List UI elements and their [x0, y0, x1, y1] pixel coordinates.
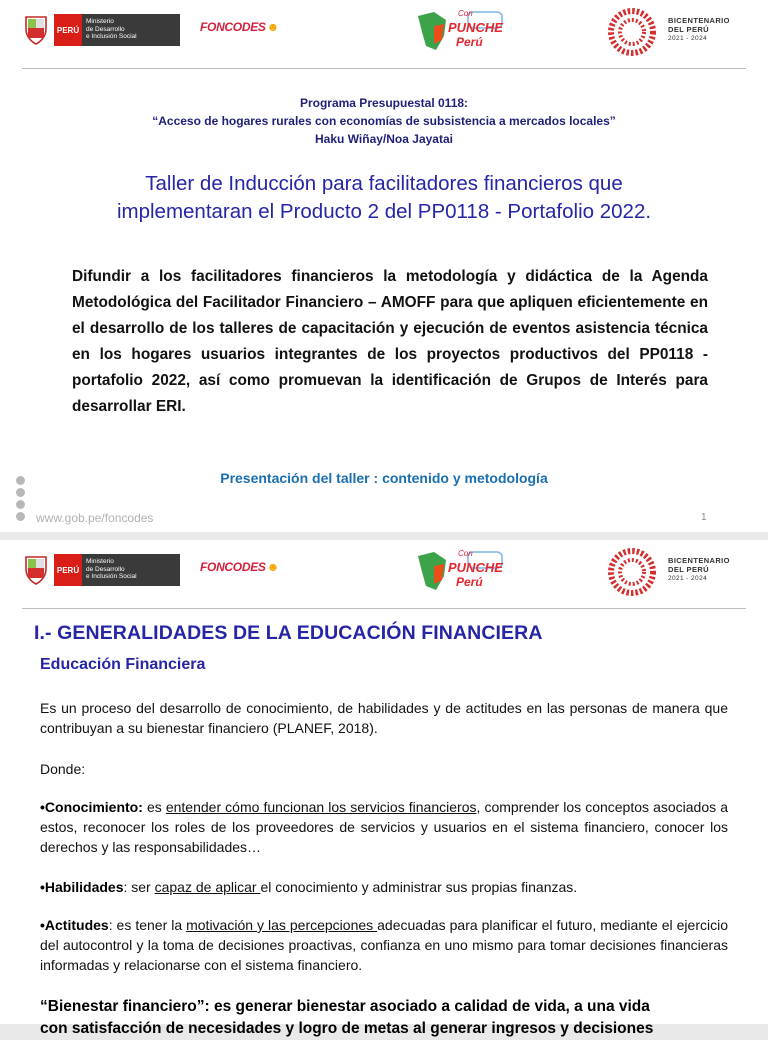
peru-ministry-logo	[18, 554, 180, 586]
ministry-line: de Desarrollo	[86, 25, 125, 33]
punche-line: PUNCHE	[448, 20, 503, 35]
slide-header	[0, 540, 768, 602]
foncodes-label: FONCODES	[200, 20, 266, 34]
ministry-label	[82, 554, 180, 586]
punche-line: Con	[458, 549, 473, 558]
punche-line: Con	[458, 9, 473, 18]
foncodes-figure-icon: ☻	[266, 560, 279, 574]
footer-url[interactable]: www.gob.pe/foncodes	[36, 511, 154, 525]
ministry-line: de Desarrollo	[86, 565, 125, 573]
foncodes-figure-icon: ☻	[266, 20, 279, 34]
header-divider	[22, 68, 746, 69]
bicentenario-emblem-icon	[606, 6, 658, 58]
con-punche-peru-logo	[412, 546, 504, 594]
workshop-objective: Difundir a los facilitadores financieros la metodología y didáctica de la Agenda Metodológica del Facilitador Financiero – AMOFF para que apliquen eficientemente en el desarrollo de los talleres de capacitación y ejecución de eventos asistencia técnica en los hogares usuarios integrantes de los proyectos productivos del PP0118 - portafolio 2022, así como promuevan la identificación de Grupos de Interés para desarrollar ERI.	[72, 268, 708, 415]
punche-line: Perú	[456, 35, 483, 49]
con-punche-peru-logo	[412, 6, 504, 54]
social-icons	[16, 476, 25, 521]
peru-shield-icon	[18, 14, 54, 46]
ministry-line: Ministerio	[86, 18, 114, 25]
program-description: “Acceso de hogares rurales con economías de subsistencia a mercados locales”	[152, 114, 616, 128]
bienestar-line: con satisfacción de necesidades y logro de metas al generar ingresos y decisiones	[40, 1020, 654, 1037]
bicentenario-label	[668, 556, 730, 583]
conocimiento-pre: es	[142, 799, 166, 815]
facebook-icon[interactable]	[16, 476, 25, 485]
actitudes-label: •Actitudes	[40, 917, 109, 933]
actitudes-pre: : es tener la	[108, 917, 187, 933]
peru-label: PERÚ	[54, 554, 82, 586]
bicentenario-line: DEL PERÚ	[668, 25, 709, 34]
youtube-icon[interactable]	[16, 512, 25, 521]
punche-line: PUNCHE	[448, 560, 503, 575]
bicentenario-line: BICENTENARIO	[668, 16, 730, 25]
donde-label: Donde:	[40, 761, 86, 777]
foncodes-label: FONCODES	[200, 560, 266, 574]
foncodes-logo	[200, 20, 279, 34]
ministry-line: Ministerio	[86, 558, 114, 565]
conocimiento-emphasis: entender cómo funcionan los servicios financieros	[165, 799, 477, 815]
actitudes-text: adecuadas para planificar el futuro, mediante el ejercicio del autocontrol y la toma de decisiones proactivas, confianza en uno mismo para tomar decisiones financieras informadas y relacionarse con el sistema financiero.	[40, 917, 728, 973]
bicentenario-years: 2021 - 2024	[668, 35, 708, 42]
section-title: I.- GENERALIDADES DE LA EDUCACIÓN FINANCIERA	[34, 622, 543, 644]
bienestar-line: “Bienestar financiero”: es generar bienestar asociado a calidad de vida, a una vida	[40, 998, 650, 1015]
foncodes-logo	[200, 560, 279, 574]
instagram-icon[interactable]	[16, 500, 25, 509]
ministry-line: e Inclusión Social	[86, 33, 137, 40]
habilidades-label: •Habilidades	[40, 879, 124, 895]
bicentenario-years: 2021 - 2024	[668, 575, 708, 582]
habilidades-emphasis: capaz de aplicar	[154, 879, 261, 895]
slide-header	[0, 0, 768, 62]
actitudes-paragraph	[40, 915, 728, 975]
definition-paragraph: Es un proceso del desarrollo de conocimiento, de habilidades y de actitudes en las personas de manera que contribuyan a su bienestar financiero (PLANEF, 2018).	[40, 700, 728, 736]
peru-ministry-logo	[18, 14, 180, 46]
actitudes-emphasis: motivación y las percepciones	[186, 917, 378, 933]
ministry-line: e Inclusión Social	[86, 573, 137, 580]
bicentenario-label	[668, 16, 730, 43]
habilidades-pre: : ser	[123, 879, 155, 895]
bicentenario-line: BICENTENARIO	[668, 556, 730, 565]
conocimiento-label: •Conocimiento:	[40, 799, 143, 815]
bienestar-paragraph	[40, 996, 730, 1040]
peru-label: PERÚ	[54, 14, 82, 46]
peru-shield-icon	[18, 554, 54, 586]
habilidades-paragraph	[40, 877, 728, 897]
ministry-label	[82, 14, 180, 46]
punche-line: Perú	[456, 575, 483, 589]
program-title: Programa Presupuestal 0118:	[299, 96, 469, 110]
conocimiento-text: , comprender los conceptos asociados a estos, reconocer los roles de los proveedores de servicios y usuarios en el sistema financiero, conocer los derechos y las responsabilidades…	[40, 799, 728, 855]
program-subtitle: Haku Wiñay/Noa Jayatai	[315, 132, 453, 146]
page-number: 1	[701, 512, 707, 523]
presentation-link[interactable]: Presentación del taller : contenido y metodología	[220, 470, 548, 486]
section-subtitle: Educación Financiera	[40, 656, 206, 673]
habilidades-text: el conocimiento y administrar sus propias finanzas.	[260, 879, 578, 895]
conocimiento-paragraph	[40, 797, 728, 857]
bicentenario-emblem-icon	[606, 546, 658, 598]
bicentenario-line: DEL PERÚ	[668, 565, 709, 574]
twitter-icon[interactable]	[16, 488, 25, 497]
header-divider	[22, 608, 746, 609]
workshop-title: Taller de Inducción para facilitadores financieros que implementaran el Producto 2 del PP0118 - Portafolio 2022.	[116, 172, 652, 223]
